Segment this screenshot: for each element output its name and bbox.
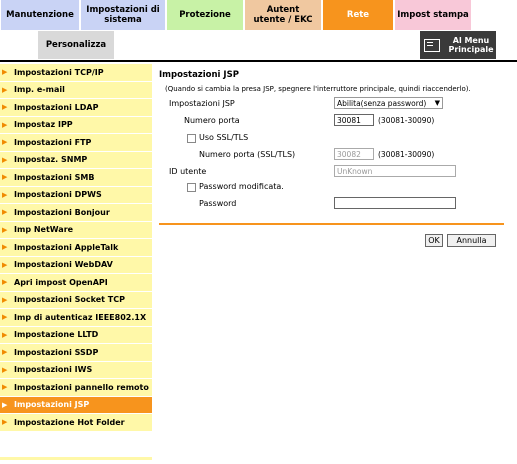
menu-icon <box>424 39 440 52</box>
sidebar-item[interactable] <box>0 327 152 344</box>
sidebar-item-label: Impostazioni LDAP <box>14 102 99 112</box>
triangle-right-icon: ▶ <box>2 400 8 409</box>
ok-button[interactable]: OK <box>425 234 443 247</box>
sidebar-item[interactable] <box>0 309 152 326</box>
sidebar-item-label: Impostazioni WebDAV <box>14 260 113 270</box>
chevron-down-icon: ▼ <box>434 99 440 107</box>
password-label: Password <box>199 199 237 208</box>
triangle-right-icon: ▶ <box>2 365 8 374</box>
triangle-right-icon: ▶ <box>2 155 8 164</box>
sidebar-item[interactable] <box>0 82 152 99</box>
triangle-right-icon: ▶ <box>2 225 8 234</box>
sidebar-item[interactable] <box>0 239 152 256</box>
triangle-right-icon: ▶ <box>2 278 8 287</box>
sidebar-item[interactable] <box>0 169 152 186</box>
sidebar-item[interactable] <box>0 397 152 414</box>
sidebar-bottom <box>0 457 152 460</box>
triangle-right-icon: ▶ <box>2 68 8 77</box>
ssl-port-input[interactable]: 30082 <box>334 148 374 160</box>
sidebar-item-label: Impostazioni SSDP <box>14 347 99 357</box>
triangle-right-icon: ▶ <box>2 208 8 217</box>
triangle-right-icon: ▶ <box>2 348 8 357</box>
sidebar-item[interactable] <box>0 362 152 379</box>
ssl-port-label: Numero porta (SSL/TLS) <box>199 150 296 159</box>
sidebar-item[interactable] <box>0 344 152 361</box>
tab-protezione[interactable]: Protezione <box>167 0 243 30</box>
triangle-right-icon: ▶ <box>2 173 8 182</box>
sidebar-item[interactable] <box>0 274 152 291</box>
page-title: Impostazioni JSP <box>159 70 239 80</box>
main-menu-button[interactable] <box>420 31 496 59</box>
port-range: (30081-30090) <box>378 116 435 125</box>
triangle-right-icon: ▶ <box>2 138 8 147</box>
main-menu-label: Al Menu Principale <box>448 36 494 54</box>
triangle-right-icon: ▶ <box>2 313 8 322</box>
sidebar-item[interactable] <box>0 257 152 274</box>
triangle-right-icon: ▶ <box>2 295 8 304</box>
sidebar-item[interactable] <box>0 292 152 309</box>
sidebar-item[interactable] <box>0 204 152 221</box>
password-input[interactable] <box>334 197 456 209</box>
triangle-right-icon: ▶ <box>2 418 8 427</box>
triangle-right-icon: ▶ <box>2 383 8 392</box>
sidebar-item[interactable] <box>0 222 152 239</box>
tab-impost-stampa[interactable]: Impost stampa <box>395 0 471 30</box>
sidebar-item-label: Impostazioni SMB <box>14 172 95 182</box>
sidebar-item[interactable] <box>0 414 152 431</box>
sidebar-item[interactable] <box>0 134 152 151</box>
restart-note: (Quando si cambia la presa JSP, spegnere l'interruttore principale, quindi riaccenderlo). <box>165 85 471 93</box>
ssl-port-range: (30081-30090) <box>378 150 435 159</box>
sidebar-item-label: Apri impost OpenAPI <box>14 277 108 287</box>
password-changed-label: Password modificata. <box>199 182 284 191</box>
sidebar-item-label: Impostazione Hot Folder <box>14 417 125 427</box>
sidebar-item-label: Impostazioni TCP/IP <box>14 67 104 77</box>
sidebar-item-label: Impostaz IPP <box>14 120 73 130</box>
tab-autent-utente[interactable]: Autent utente / EKC <box>245 0 321 30</box>
tab-manutenzione[interactable]: Manutenzione <box>1 0 79 30</box>
user-id-label: ID utente <box>169 167 207 176</box>
sidebar-item-label: Impostazioni AppleTalk <box>14 242 119 252</box>
sub-row <box>0 30 517 60</box>
tab-rete[interactable]: Rete <box>323 0 393 30</box>
sidebar-item-label: Imp di autenticaz IEEE802.1X <box>14 312 147 322</box>
triangle-right-icon: ▶ <box>2 243 8 252</box>
sidebar-item-label: Impostazioni DPWS <box>14 190 102 200</box>
sidebar-item[interactable] <box>0 152 152 169</box>
triangle-right-icon: ▶ <box>2 260 8 269</box>
jsp-label: Impostazioni JSP <box>169 99 235 108</box>
triangle-right-icon: ▶ <box>2 330 8 339</box>
triangle-right-icon: ▶ <box>2 120 8 129</box>
triangle-right-icon: ▶ <box>2 190 8 199</box>
tab-personalizza[interactable]: Personalizza <box>38 31 114 59</box>
sidebar <box>0 64 152 432</box>
password-changed-checkbox[interactable] <box>187 183 196 192</box>
user-id-input[interactable]: UnKnown <box>334 165 456 177</box>
port-label: Numero porta <box>184 116 240 125</box>
form-divider <box>159 223 504 225</box>
triangle-right-icon: ▶ <box>2 85 8 94</box>
sidebar-item-label: Impostazioni IWS <box>14 365 93 375</box>
sidebar-item[interactable] <box>0 99 152 116</box>
sidebar-item-label: Impostazioni Socket TCP <box>14 295 125 305</box>
sidebar-item[interactable] <box>0 187 152 204</box>
sidebar-item-label: Imp NetWare <box>14 225 74 235</box>
triangle-right-icon: ▶ <box>2 103 8 112</box>
sidebar-item-label: Imp. e-mail <box>14 85 65 95</box>
sidebar-item[interactable] <box>0 117 152 134</box>
sidebar-item-label: Impostazioni FTP <box>14 137 92 147</box>
sidebar-item[interactable] <box>0 379 152 396</box>
ssl-label: Uso SSL/TLS <box>199 133 249 142</box>
header-divider <box>0 60 517 62</box>
sidebar-item-label: Impostazione LLTD <box>14 330 99 340</box>
sidebar-item-label: Impostazioni JSP <box>14 400 90 410</box>
cancel-button[interactable]: Annulla <box>447 234 496 247</box>
jsp-select-value: Abilita(senza password) <box>337 98 427 108</box>
sidebar-item[interactable] <box>0 64 152 81</box>
ssl-checkbox[interactable] <box>187 134 196 143</box>
sidebar-item-label: Impostazioni Bonjour <box>14 207 110 217</box>
top-tabs <box>0 0 517 30</box>
tab-impostazioni-sistema[interactable]: Impostazioni di sistema <box>81 0 165 30</box>
sidebar-item-label: Impostazioni pannello remoto <box>14 382 149 392</box>
port-input[interactable]: 30081 <box>334 114 374 126</box>
sidebar-item-label: Impostaz. SNMP <box>14 155 88 165</box>
jsp-select[interactable] <box>334 97 443 109</box>
